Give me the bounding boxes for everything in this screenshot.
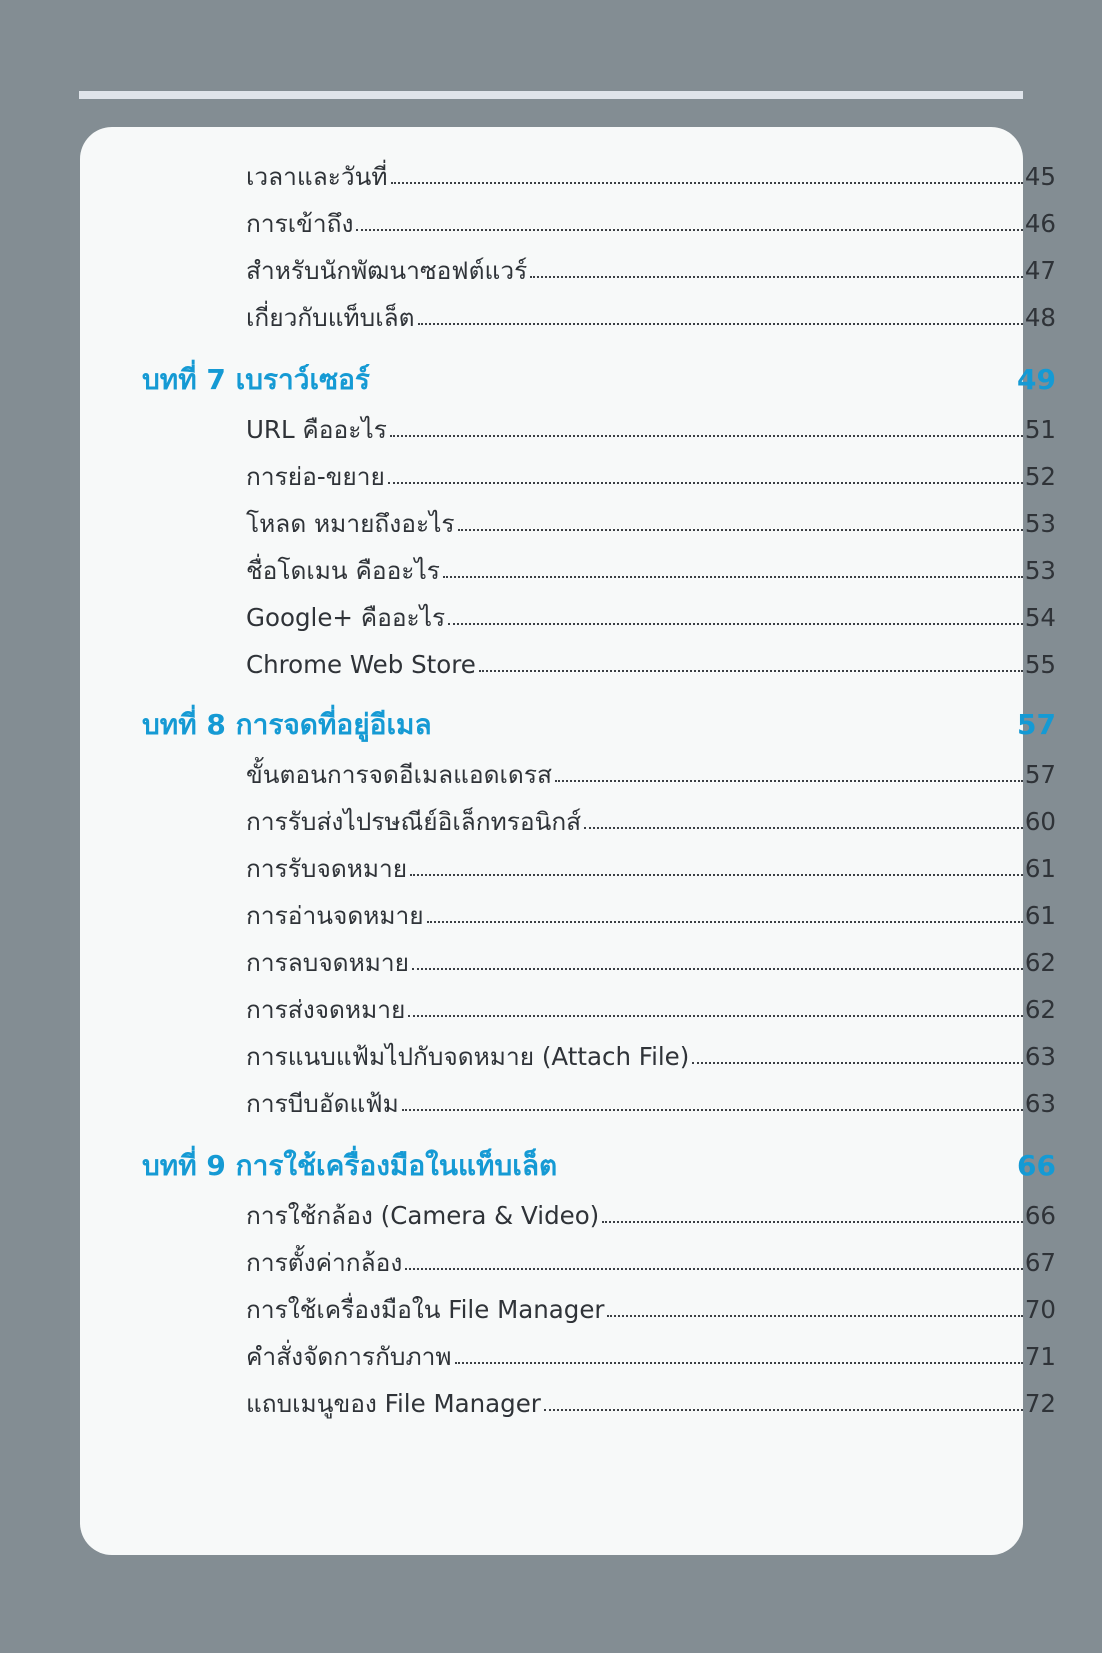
page-number: 55 [1024, 649, 1056, 679]
page-number: 61 [1024, 900, 1056, 930]
toc-entry [246, 1235, 1056, 1275]
page-number: 48 [1024, 302, 1056, 332]
dot-leader [410, 874, 1023, 876]
dot-leader [391, 182, 1023, 184]
page-number: 72 [1024, 1388, 1056, 1418]
toc-entry [246, 1282, 1056, 1322]
toc-entry [246, 402, 1056, 442]
toc-entry [246, 982, 1056, 1022]
page-number: 70 [1024, 1294, 1056, 1324]
page-number: 49 [1017, 363, 1056, 396]
toc-chapter-heading [142, 352, 1056, 394]
dot-leader [455, 1362, 1023, 1364]
page-number: 57 [1024, 759, 1056, 789]
page-number: 66 [1024, 1200, 1056, 1230]
dot-leader [448, 623, 1023, 625]
page-number: 53 [1024, 508, 1056, 538]
entry-title: การตั้งค่ากล้อง [246, 1247, 403, 1277]
page-number: 62 [1024, 994, 1056, 1024]
page-number: 57 [1017, 708, 1056, 741]
dot-leader [555, 780, 1023, 782]
header-rule [79, 91, 1023, 99]
entry-title: การรับจดหมาย [246, 853, 408, 883]
toc-entry [246, 1376, 1056, 1416]
entry-title: การย่อ-ขยาย [246, 461, 385, 491]
page-number: 54 [1024, 602, 1056, 632]
entry-title: สำหรับนักพัฒนาซอฟต์แวร์ [246, 255, 528, 285]
page-number: 63 [1024, 1088, 1056, 1118]
entry-title: เกี่ยวกับแท็บเล็ต [246, 302, 415, 332]
dot-leader [602, 1221, 1023, 1223]
toc-chapter-heading [142, 1138, 1056, 1180]
toc-entry [246, 841, 1056, 881]
page-number: 46 [1024, 208, 1056, 238]
entry-title: การส่งจดหมาย [246, 994, 406, 1024]
dot-leader [544, 1409, 1023, 1411]
page-number: 45 [1024, 161, 1056, 191]
page-number: 66 [1017, 1149, 1056, 1182]
toc-entry [246, 496, 1056, 536]
entry-title: การเข้าถึง [246, 208, 354, 238]
page-number: 61 [1024, 853, 1056, 883]
dot-leader [479, 670, 1023, 672]
dot-leader [408, 1015, 1022, 1017]
toc-entry [246, 149, 1056, 189]
entry-title: ชื่อโดเมน คืออะไร [246, 555, 440, 585]
toc-entry [246, 243, 1056, 283]
dot-leader [418, 323, 1023, 325]
entry-title: การบีบอัดแฟ้ม [246, 1088, 399, 1118]
page-number: 60 [1024, 806, 1056, 836]
entry-title: Google+ คืออะไร [246, 602, 446, 632]
page-number: 52 [1024, 461, 1056, 491]
dot-leader [427, 921, 1023, 923]
dot-leader [405, 1268, 1023, 1270]
toc-entry [246, 794, 1056, 834]
entry-title: แถบเมนูของ File Manager [246, 1388, 541, 1418]
chapter-title: บทที่ 7 เบราว์เซอร์ [142, 363, 370, 396]
entry-title: การอ่านจดหมาย [246, 900, 424, 930]
toc-entry [246, 1329, 1056, 1369]
page-number: 63 [1024, 1041, 1056, 1071]
dot-leader [402, 1109, 1023, 1111]
entry-title: คำสั่งจัดการกับภาพ [246, 1341, 452, 1371]
entry-title: การลบจดหมาย [246, 947, 409, 977]
toc-entry [246, 935, 1056, 975]
dot-leader [356, 229, 1022, 231]
dot-leader [530, 276, 1023, 278]
toc-entry [246, 747, 1056, 787]
toc-entry [246, 290, 1056, 330]
entry-title: เวลาและวันที่ [246, 161, 388, 191]
chapter-title: บทที่ 9 การใช้เครื่องมือในแท็บเล็ต [142, 1149, 558, 1182]
page-number: 51 [1024, 414, 1056, 444]
toc-entry [246, 1076, 1056, 1116]
dot-leader [390, 435, 1023, 437]
entry-title: การรับส่งไปรษณีย์อิเล็กทรอนิกส์ [246, 806, 582, 836]
page-number: 47 [1024, 255, 1056, 285]
contents-panel [80, 127, 1056, 1555]
table-of-contents [80, 127, 1056, 1555]
entry-title: การใช้กล้อง (Camera & Video) [246, 1200, 600, 1230]
dot-leader [443, 576, 1023, 578]
entry-title: โหลด หมายถึงอะไร [246, 508, 455, 538]
dot-leader [458, 529, 1023, 531]
toc-entry [246, 1029, 1056, 1069]
toc-entry [246, 590, 1056, 630]
entry-title: ขั้นตอนการจดอีเมลแอดเดรส [246, 759, 552, 789]
dot-leader [388, 482, 1023, 484]
toc-entry [246, 1188, 1056, 1228]
dot-leader [607, 1315, 1022, 1317]
toc-entry [246, 888, 1056, 928]
entry-title: URL คืออะไร [246, 414, 387, 444]
dot-leader [692, 1062, 1023, 1064]
entry-title: การแนบแฟ้มไปกับจดหมาย (Attach File) [246, 1041, 690, 1071]
entry-title: Chrome Web Store [246, 649, 476, 679]
toc-entry [246, 196, 1056, 236]
chapter-title: บทที่ 8 การจดที่อยู่อีเมล [142, 708, 432, 741]
dot-leader [412, 968, 1023, 970]
page-number: 53 [1024, 555, 1056, 585]
page-number: 67 [1024, 1247, 1056, 1277]
toc-chapter-heading [142, 697, 1056, 739]
page-number: 62 [1024, 947, 1056, 977]
toc-entry [246, 543, 1056, 583]
page-number: 71 [1024, 1341, 1056, 1371]
toc-entry [246, 449, 1056, 489]
toc-entry [246, 637, 1056, 677]
entry-title: การใช้เครื่องมือใน File Manager [246, 1294, 605, 1324]
dot-leader [584, 827, 1023, 829]
